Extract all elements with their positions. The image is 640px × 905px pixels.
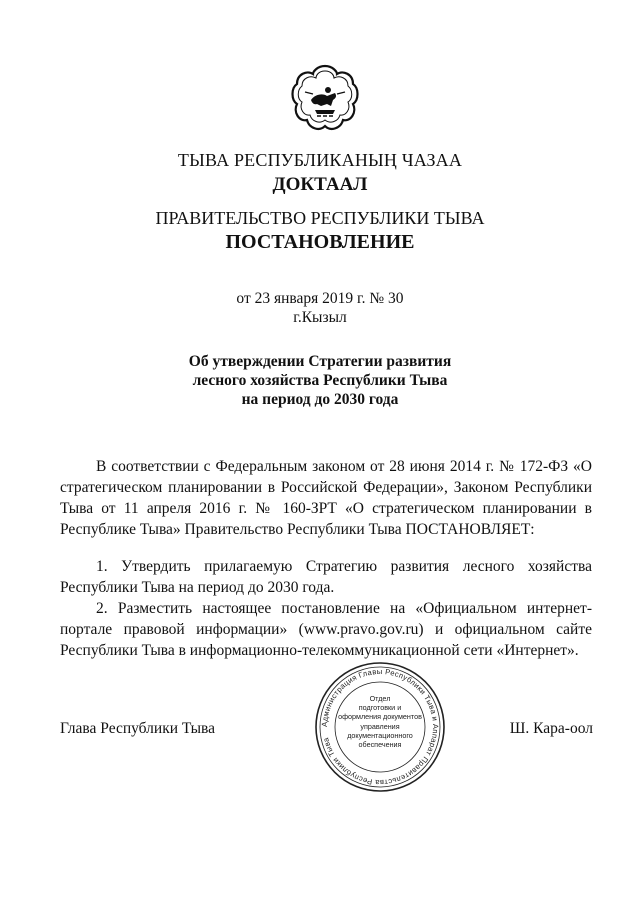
stamp-inner-text <box>335 694 425 749</box>
republic-name-tuvan: ТЫВА РЕСПУБЛИКАНЫҢ ЧАЗАА <box>177 150 463 170</box>
tuva-coat-of-arms-icon <box>287 60 363 136</box>
preamble-section <box>60 456 592 540</box>
stamp-ring-text: Администрация Главы Республики Тыва и Аппарат Правительства Республики Тыва <box>319 666 441 788</box>
date-number: от 23 января 2019 г. № 30 <box>236 290 404 307</box>
title-line-2: лесного хозяйства Республики Тыва <box>192 372 448 389</box>
city: г.Кызыл <box>293 309 347 326</box>
doc-type-tuvan: ДОКТААЛ <box>272 174 368 195</box>
title-line-1: Об утверждении Стратегии развития <box>188 353 452 370</box>
stamp-line-4: управления <box>360 721 400 731</box>
document-title <box>0 352 640 409</box>
stamp-line-2: подготовки и <box>358 703 402 713</box>
signatory-position: Глава Республики Тыва <box>60 720 216 737</box>
stamp-line-5: документационного <box>347 730 413 740</box>
preamble-paragraph: В соответствии с Федеральным законом от 28 июня 2014 г. № 172-ФЗ «О стратегическом планировании в Российской Федерации», Законом Республики Тыва от 11 апреля 2016 г. № 160-ЗРТ «О стратегическом планировании в Республике Тыва» Правительство Республики Тыва ПОСТАНОВЛЯЕТ: <box>60 458 592 538</box>
government-name: ПРАВИТЕЛЬСТВО РЕСПУБЛИКИ ТЫВА <box>155 208 485 228</box>
title-line-3: на период до 2030 года <box>241 391 399 408</box>
signatory-name: Ш. Кара-оол <box>509 720 593 737</box>
stamp-line-3: оформления документов <box>338 712 422 722</box>
official-stamp <box>313 660 447 794</box>
stamp-line-1: Отдел <box>369 694 391 703</box>
stamp-line-6: обеспечения <box>358 740 402 750</box>
item-2-paragraph: 2. Разместить настоящее постановление на «Официальном интернет-портале правовой информации» (www.pravo.gov.ru) и официальном сайте Республики Тыва в информационно-телекоммуникационной сети «Интернет». <box>60 600 592 659</box>
items-section <box>60 556 592 661</box>
item-1-paragraph: 1. Утвердить прилагаемую Стратегию развития лесного хозяйства Республики Тыва на период до 2030 года. <box>60 558 592 596</box>
doc-type: ПОСТАНОВЛЕНИЕ <box>225 231 415 253</box>
